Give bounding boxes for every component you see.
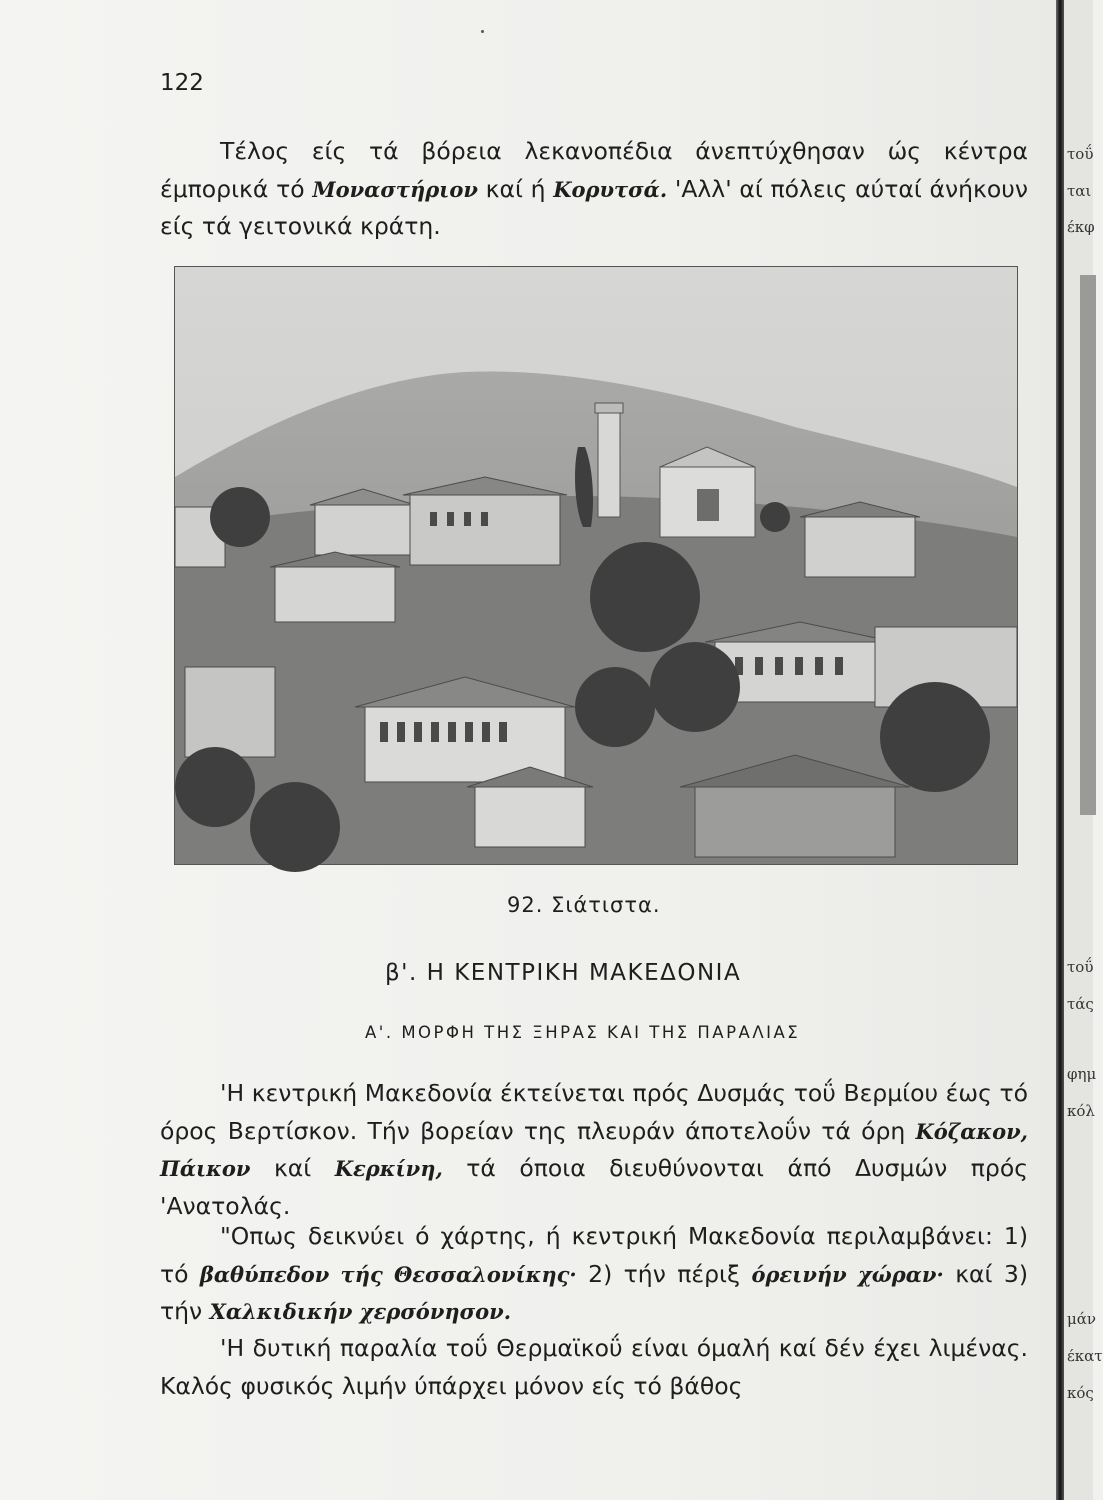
adjacent-text-fragment: φημ (1067, 1065, 1097, 1083)
page-number: 122 (160, 70, 204, 96)
text-run: καί 3) τήν (160, 1259, 1029, 1325)
adjacent-text-fragment: τάς (1067, 995, 1094, 1013)
adjacent-text-fragment: τοΰ (1067, 958, 1094, 976)
body-paragraph (160, 1075, 1028, 1225)
mountain-names: Κόζακον, Πάικον (160, 1118, 1028, 1181)
ink-speck (481, 30, 484, 33)
adjacent-text-fragment: ται (1067, 182, 1092, 200)
mountain-name-kerkini: Κερκίνη, (334, 1156, 443, 1181)
adjacent-text-fragment: έκφ (1067, 218, 1095, 236)
place-name-korytsa: Κορυτσά. (553, 176, 668, 202)
text-run: "Οπως δεικνύει ό χάρτης, ή κεντρική Μακεδονία περιλαμβάνει: 1) τό (160, 1222, 1028, 1288)
text-run: καί ή (477, 174, 554, 203)
adjacent-text-fragment: έκατ (1067, 1347, 1103, 1365)
body-paragraph (160, 1330, 1028, 1405)
adjacent-page-edge (1064, 0, 1103, 1500)
text-run: 'Αλλ' αί πόλεις αύταί άνήκουν είς τά γειτονικά κράτη. (160, 174, 1028, 240)
adjacent-text-fragment: κός (1067, 1384, 1094, 1402)
region-mountain-land: όρεινήν χώραν· (751, 1261, 944, 1287)
adjacent-photo-edge (1080, 275, 1096, 815)
adjacent-text-fragment: τοΰ (1067, 145, 1094, 163)
photo-illustration (175, 267, 1017, 864)
figure-caption: 92. Σιάτιστα. (507, 893, 661, 917)
text-run: 2) τήν πέριξ (576, 1259, 752, 1288)
section-title: β'. Η ΚΕΝΤΡΙΚΗ ΜΑΚΕΔΟΝΙΑ (385, 960, 742, 986)
text-run: 'Η κεντρική Μακεδονία έκτείνεται πρός Δυσμάς τοΰ Βερμίου έως τό όρος Βερτίσκον. Τήν βορείαν της πλευράν άποτελοΰν τά όρη (160, 1079, 1028, 1145)
region-chalkidiki: Χαλκιδικήν χερσόνησον. (209, 1299, 512, 1324)
text-run: 'Η δυτική παραλία τοΰ Θερμαϊκοΰ είναι όμαλή καί δέν έχει λιμένας. Καλός φυσικός λιμήν ύπάρχει μόνον είς τό βάθος (160, 1334, 1028, 1400)
place-name-monastirion: Μοναστήριον (312, 176, 478, 202)
body-paragraph (160, 1218, 1028, 1331)
adjacent-text-fragment: κόλ (1067, 1102, 1095, 1120)
intro-paragraph (160, 133, 1028, 246)
book-gutter (1056, 0, 1064, 1500)
subsection-title: Α'. ΜΟΡΦΗ ΤΗΣ ΞΗΡΑΣ ΚΑΙ ΤΗΣ ΠΑΡΑΛΙΑΣ (365, 1023, 801, 1042)
text-run: τά όποια διευθύνονται άπό Δυσμών πρός 'Ανατολάς. (160, 1154, 1029, 1220)
siatista-photograph (174, 266, 1018, 865)
adjacent-text-fragment: μάν (1067, 1310, 1096, 1328)
text-run: Τέλος είς τά βόρεια λεκανοπέδια άνεπτύχθησαν ώς κέντρα έμπορικά τό (160, 137, 1028, 203)
text-run: καί (250, 1154, 335, 1182)
region-thessaloniki-plain: βαθύπεδον τής Θεσσαλονίκης· (199, 1261, 577, 1287)
